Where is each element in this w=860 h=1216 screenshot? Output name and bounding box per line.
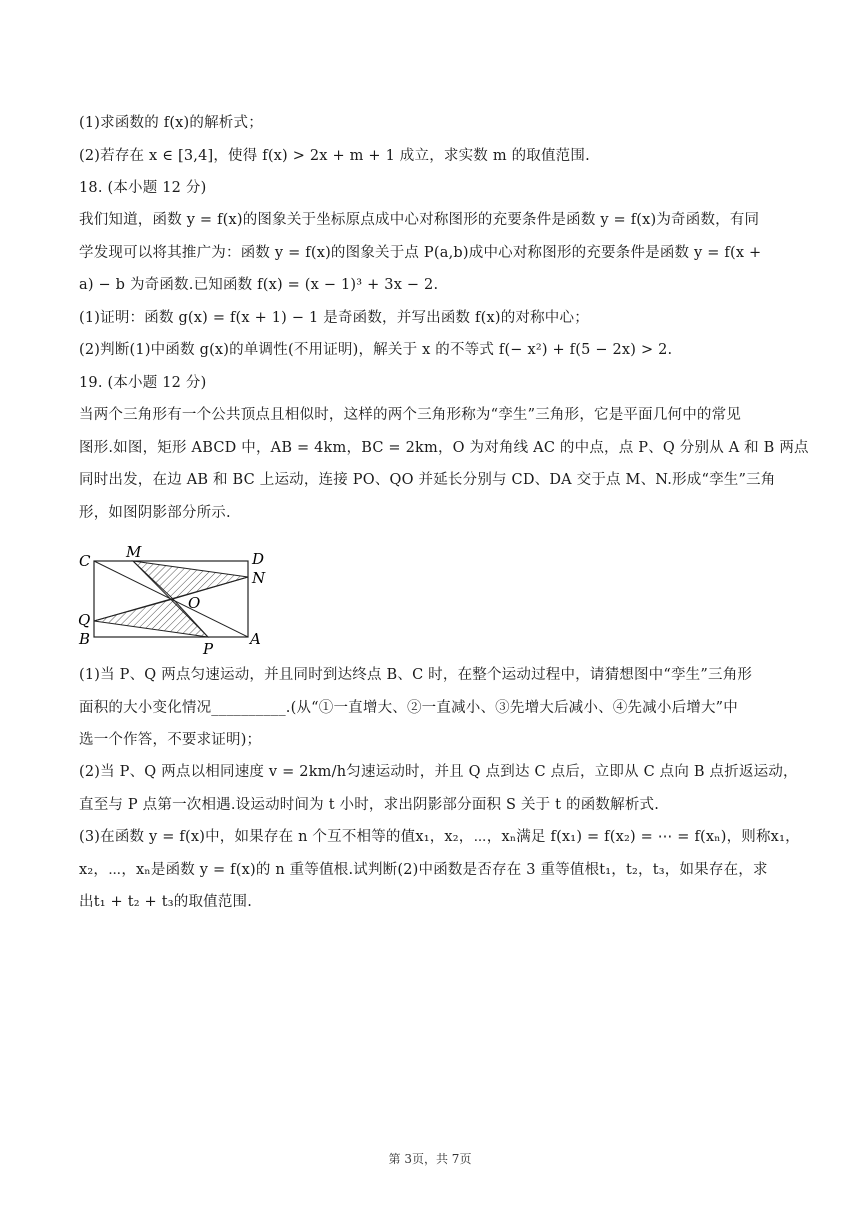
text-line-16: 选一个作答，不要求证明)； xyxy=(79,732,262,748)
text-line-20: x₂，⋯，xₙ是函数 y = f(x)的 n 重等值根.试判断(2)中函数是否存在 3 重等值根t₁，t₂，t₃，如果存在，求 xyxy=(79,862,768,878)
text-line-1: (1)求函数的 f(x)的解析式； xyxy=(79,115,263,131)
text-line-21: 出t₁ + t₂ + t₃的取值范围. xyxy=(79,894,253,910)
text-line-7: (1)证明：函数 g(x) = f(x + 1) − 1 是奇函数，并写出函数 f(x)的对称中心； xyxy=(79,310,589,326)
question-18-heading: 18. (本小题 12 分) xyxy=(79,180,207,196)
label-c: C xyxy=(79,552,91,570)
text-line-15: 面积的大小变化情况__________.(从“①一直增大、②一直减小、③先增大后减小、④先减小后增大”中 xyxy=(79,700,738,716)
text-line-5: 学发现可以将其推广为：函数 y = f(x)的图象关于点 P(a,b)成中心对称图形的充要条件是函数 y = f(x + xyxy=(79,245,762,261)
twin-triangle-figure xyxy=(78,540,278,660)
text-line-19: (3)在函数 y = f(x)中，如果存在 n 个互不相等的值x₁，x₂，⋯，xₙ满足 f(x₁) = f(x₂) = ⋯ = f(xₙ)，则称x₁， xyxy=(79,829,800,845)
question-19-heading: 19. (本小题 12 分) xyxy=(79,375,207,391)
label-b: B xyxy=(79,630,91,648)
page-footer: 第 3页，共 7页 xyxy=(388,1152,472,1166)
label-p: P xyxy=(203,640,214,658)
text-line-2: (2)若存在 x ∈ [3,4]，使得 f(x) > 2x + m + 1 成立，求实数 m 的取值范围. xyxy=(79,148,590,164)
label-n: N xyxy=(252,569,266,587)
text-line-17: (2)当 P、Q 两点以相同速度 v = 2km/h匀速运动时，并且 Q 点到达 C 点后，立即从 C 点向 B 点折返运动， xyxy=(79,764,798,780)
text-line-4: 我们知道，函数 y = f(x)的图象关于坐标原点成中心对称图形的充要条件是函数 y = f(x)为奇函数，有同 xyxy=(79,212,760,228)
text-line-14: (1)当 P、Q 两点匀速运动，并且同时到达终点 B、C 时，在整个运动过程中，请猜想图中“孪生”三角形 xyxy=(79,667,753,683)
label-d: D xyxy=(252,550,265,568)
text-line-13: 形，如图阴影部分所示. xyxy=(79,505,231,521)
text-line-8: (2)判断(1)中函数 g(x)的单调性(不用证明)，解关于 x 的不等式 f(− x²) + f(5 − 2x) > 2. xyxy=(79,342,673,358)
label-q: Q xyxy=(78,611,91,629)
text-line-18: 直至与 P 点第一次相遇.设运动时间为 t 小时，求出阴影部分面积 S 关于 t 的函数解析式. xyxy=(79,797,660,813)
text-line-11: 图形.如图，矩形 ABCD 中，AB = 4km，BC = 2km，O 为对角线 AC 的中点，点 P、Q 分别从 A 和 B 两点 xyxy=(79,440,809,456)
label-a: A xyxy=(250,630,261,648)
text-line-6: a) − b 为奇函数.已知函数 f(x) = (x − 1)³ + 3x − 2. xyxy=(79,277,439,293)
label-m: M xyxy=(126,543,142,561)
text-line-12: 同时出发，在边 AB 和 BC 上运动，连接 PO、QO 并延长分别与 CD、DA 交于点 M、N.形成“孪生”三角 xyxy=(79,472,776,488)
text-line-10: 当两个三角形有一个公共顶点且相似时，这样的两个三角形称为“孪生”三角形，它是平面几何中的常见 xyxy=(79,407,742,423)
label-o: O xyxy=(188,594,201,612)
